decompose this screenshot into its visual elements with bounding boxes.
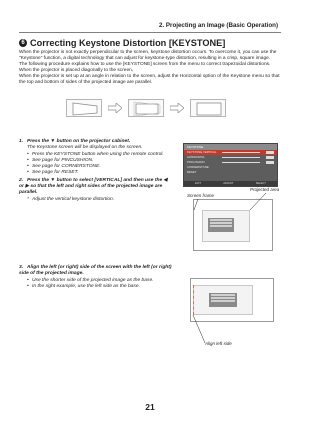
step-2-note: * Adjust the vertical keystone distortion. (19, 197, 169, 203)
step-1-bullet: • See page for PINCUSHION. (19, 158, 169, 164)
intro-paragraph: The following procedure explains how to use the [KEYSTONE] screen from the menu to correct trapezoidal distortions. (19, 62, 271, 68)
menu-row-horizontal: HORIZONTAL (184, 155, 277, 160)
chapter-title: 2. Projecting an Image (Basic Operation) (159, 22, 278, 29)
step-3-bullet: • Use the shorter side of the projected image as the base. (19, 278, 179, 284)
projected-area-label: Projected area (250, 187, 280, 192)
intro-paragraph: When the projector is not exactly perpendicular to the screen, keystone distortion occurs. To overcome it, you can use the "Keystone" function, a digital technology that can adjust for keystone-type distortion, resulting in a crisp, square image. (19, 50, 277, 62)
menu-row-reset: RESET (187, 170, 197, 174)
screen-frame-label: Screen frame (187, 193, 215, 198)
step-3-bullet: • In the right example, use the left side as the base. (19, 284, 179, 290)
menu-row-cornerstone: CORNERSTONE (187, 165, 209, 169)
menu-footer: EXIT ADJUST SELECT (184, 181, 277, 186)
section-title-text: Correcting Keystone Distortion [KEYSTONE] (30, 38, 226, 48)
step-1-description: The Keystone screen will be displayed on the screen. (27, 145, 143, 151)
section-number-badge: 6 (19, 39, 27, 47)
page-number: 21 (145, 402, 155, 412)
align-left-side-label: Align left side (205, 341, 232, 346)
step-1-bullet: • See page for RESET. (19, 170, 169, 176)
step-1-heading: 1. Press the ▼ button on the projector cabinet. (19, 139, 131, 144)
step-1-bullet: • Press the KEYSTONE button when using the remote control. (19, 152, 169, 158)
step-3-heading: 3. Align the left (or right) side of the screen with the left (or right) side of the projected image. (19, 265, 172, 277)
menu-row-vertical: KEYSTONE VERTICAL (184, 150, 277, 155)
step-1-bullet: • See page for CORNERSTONE. (19, 164, 169, 170)
menu-title: KEYSTONE (184, 144, 277, 150)
menu-row-pincushion: PINCUSHION (184, 160, 277, 165)
step-2-heading: 2. Press the ▼ button to select [VERTICAL] and then use the ◀ or ▶ so that the left and right sides of the projected image are parallel. (19, 177, 168, 196)
intro-paragraph: When the projector is placed diagonally to the screen, (19, 68, 134, 74)
intro-paragraph: When the projector is set up at an angle in relation to the screen, adjust the Horizontal option of the Keystone menu so that the top and bottom of sides of the projected image are parallel. (19, 74, 280, 86)
